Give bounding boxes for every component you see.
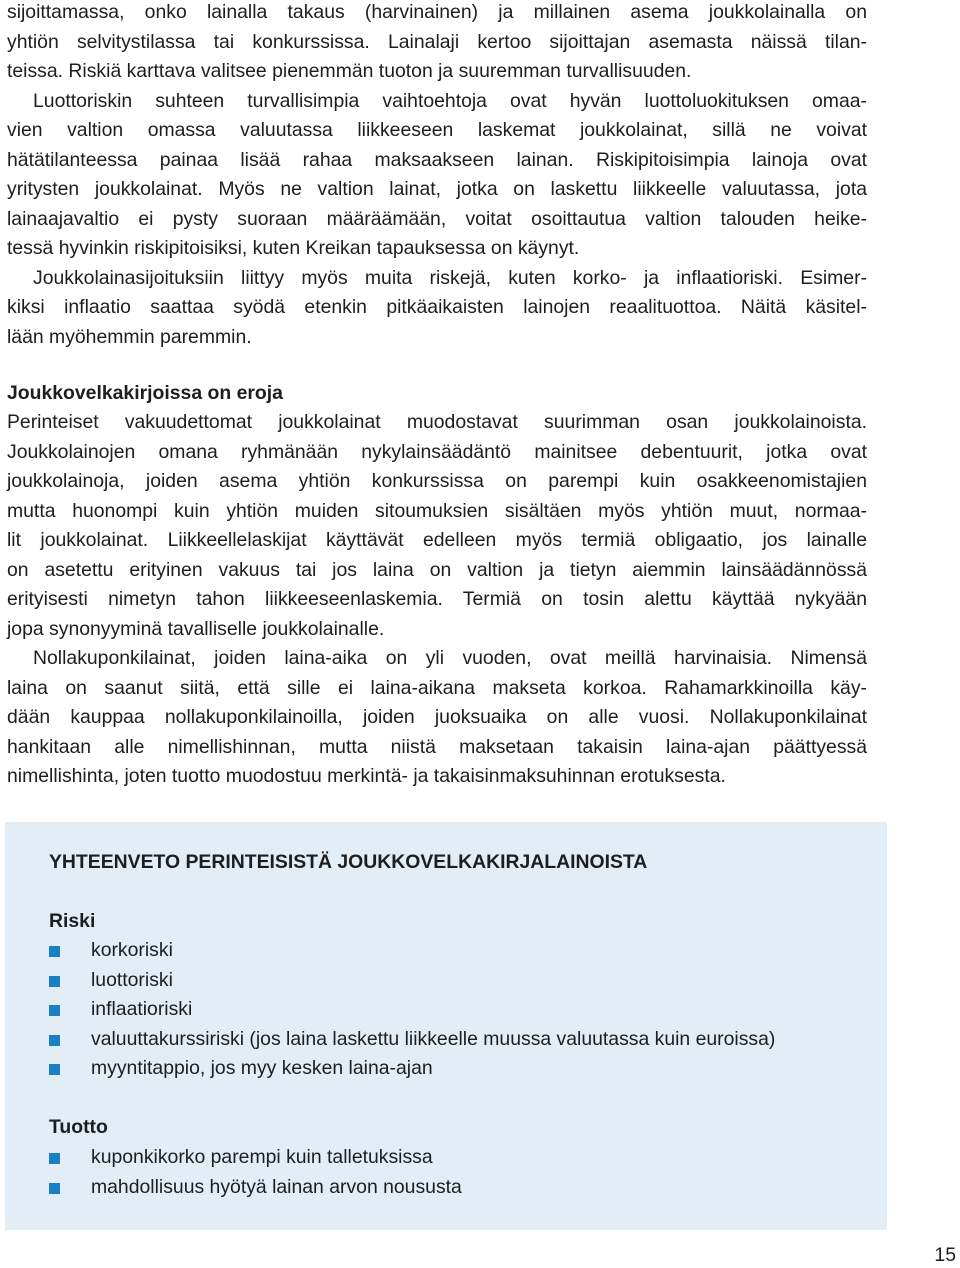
summary-box (5, 822, 887, 1230)
text-line: yhtiön selvitystilassa tai konkurssissa. Lainalaji kertoo sijoittajan asemasta näissä tilan- (7, 30, 867, 53)
text-line: yritysten joukkolainat. Myös ne valtion lainat, jotka on laskettu liikkeelle valuutassa, jota (7, 178, 867, 200)
text-line: Luottoriskin suhteen turvallisimpia vaihtoehtoja ovat hyvän luottoluokituksen omaa- (33, 89, 867, 112)
text-line: lään myöhemmin paremmin. (7, 325, 252, 348)
text-line: lainaajavaltio ei pysty suoraan määräämään, voitat osoittautua valtion talouden heike- (7, 207, 867, 230)
text-line: jopa synonyyminä tavalliselle joukkolainalle. (7, 617, 385, 640)
list-item-text: luottoriski (91, 968, 173, 991)
text-line: erityisesti nimetyn tahon liikkeeseenlaskemia. Termiä on tosin alettu käyttää nykyään (7, 588, 867, 610)
text-line: tessä hyvinkin riskipitoisiksi, kuten Kreikan tapauksessa on käynyt. (7, 237, 580, 259)
text-line: joukkolainoja, joiden asema yhtiön konkurssissa on parempi kuin osakkeenomistajien (7, 470, 867, 492)
text-line: Joukkolainasijoituksiin liittyy myös muita riskejä, kuten korko- ja inflaatioriski. Esimer- (33, 266, 867, 289)
text-line: hankitaan alle nimellishinnan, mutta niistä maksetaan takaisin laina-ajan päättyessä (7, 735, 867, 758)
return-heading: Tuotto (49, 1116, 108, 1138)
list-item-text: kuponkikorko parempi kuin talletuksissa (91, 1146, 433, 1168)
text-line: kiksi inflaatio saattaa syödä etenkin pitkäaikaisten lainojen reaalituottoa. Näitä käsitel- (7, 296, 867, 318)
list-item-text: myyntitappio, jos myy kesken laina-ajan (91, 1057, 433, 1079)
body-text-section (7, 408, 867, 792)
text-line: nimellishinta, joten tuotto muodostuu merkintä- ja takaisinmaksuhinnan erotuksesta. (7, 765, 726, 787)
list-item-text: korkoriski (91, 939, 173, 961)
text-line: lit joukkolainat. Liikkeellelaskijat käyttävät edelleen myös termiä obligaatio, jos lainalle (7, 529, 867, 551)
text-line: sijoittamassa, onko lainalla takaus (harvinainen) ja millainen asema joukkolainalla on (7, 1, 867, 23)
page-number: 15 (934, 1244, 956, 1266)
square-bullet-icon (49, 1005, 60, 1016)
square-bullet-icon (49, 1064, 60, 1075)
text-line: Nollakuponkilainat, joiden laina-aika on yli vuoden, ovat meillä harvinaisia. Nimensä (33, 647, 867, 669)
text-line: hätätilanteessa painaa lisää rahaa maksaakseen lainan. Riskipitoisimpia lainoja ovat (7, 148, 867, 171)
text-line: on asetettu erityinen vakuus tai jos laina on valtion ja tietyn aiemmin lainsäädännössä (7, 558, 867, 581)
text-line: Perinteiset vakuudettomat joukkolainat muodostavat suurimman osan joukkolainoista. (7, 411, 867, 433)
square-bullet-icon (49, 1183, 60, 1194)
list-item-text: mahdollisuus hyötyä lainan arvon noususta (91, 1175, 462, 1198)
text-line: dään kauppaa nollakuponkilainoilla, joiden juoksuaika on alle vuosi. Nollakuponkilainat (7, 706, 867, 728)
text-line: teissa. Riskiä karttava valitsee pienemmän tuoton ja suuremman turvallisuuden. (7, 60, 692, 82)
text-line: laina on saanut siitä, että sille ei laina-aikana makseta korkoa. Rahamarkkinoilla käy- (7, 676, 867, 699)
text-line: Joukkolainojen omana ryhmänään nykylainsäädäntö mainitsee debentuurit, jotka ovat (7, 440, 867, 463)
section-heading: Joukkovelkakirjoissa on eroja (7, 382, 283, 404)
list-item-text: valuuttakurssiriski (jos laina laskettu liikkeelle muussa valuutassa kuin euroissa) (91, 1027, 776, 1050)
square-bullet-icon (49, 976, 60, 987)
square-bullet-icon (49, 946, 60, 957)
square-bullet-icon (49, 1153, 60, 1164)
risk-heading: Riski (49, 910, 96, 932)
text-line: mutta huonompi kuin yhtiön muiden sitoumuksien sisältäen myös yhtiön muut, normaa- (7, 499, 867, 522)
list-item-text: inflaatioriski (91, 998, 193, 1020)
summary-title: YHTEENVETO PERINTEISISTÄ JOUKKOVELKAKIRJALAINOISTA (49, 851, 648, 873)
square-bullet-icon (49, 1035, 60, 1046)
text-line: vien valtion omassa valuutassa liikkeeseen laskemat joukkolainat, sillä ne voivat (7, 119, 867, 141)
body-text-top (7, 0, 867, 352)
